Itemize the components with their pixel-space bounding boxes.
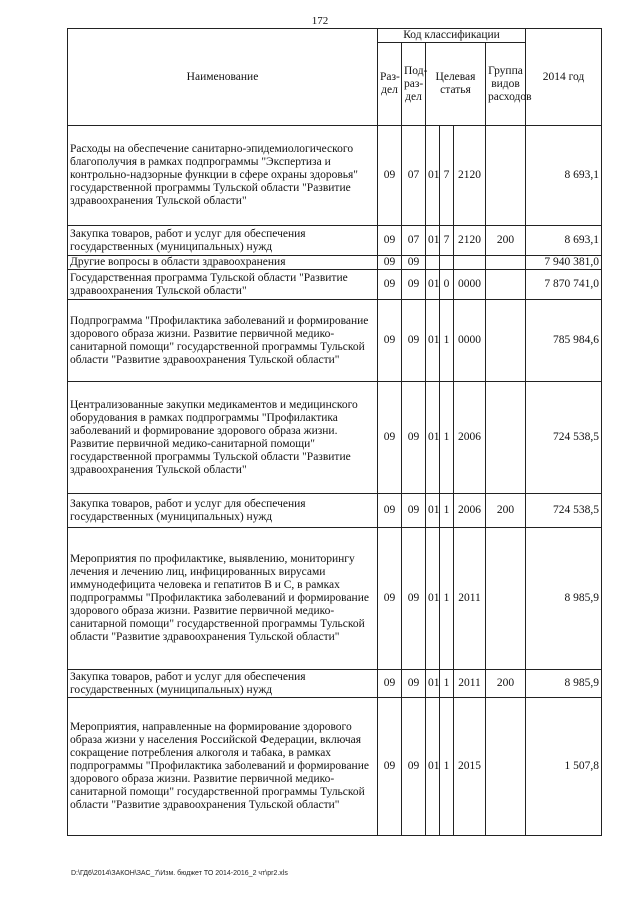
row-target-2: 1: [440, 300, 454, 382]
header-podrazdel: Под-раз-дел: [402, 43, 426, 126]
row-podrazdel: 09: [402, 300, 426, 382]
row-razdel: 09: [378, 494, 402, 528]
row-razdel: 09: [378, 382, 402, 494]
row-amount: 8 985,9: [526, 528, 602, 670]
budget-table: [67, 28, 602, 836]
row-group: [486, 270, 526, 300]
row-target-2: 1: [440, 494, 454, 528]
row-podrazdel: 07: [402, 226, 426, 256]
row-podrazdel: 09: [402, 494, 426, 528]
table-row: [68, 494, 602, 528]
row-target-2: 1: [440, 528, 454, 670]
row-target-3: 2120: [454, 126, 486, 226]
header-code: Код классификации: [378, 29, 526, 43]
row-name: Другие вопросы в области здравоохранения: [68, 256, 378, 270]
table-row: [68, 382, 602, 494]
table-row: [68, 256, 602, 270]
page-number: 172: [311, 15, 329, 27]
row-name: Подпрограмма "Профилактика заболеваний и формирование здорового образа жизни. Развитие первичной медико-санитарной помощи" государственной программы Тульской области "Развитие здравоохранения Тульской области": [68, 300, 378, 382]
row-group: 200: [486, 670, 526, 698]
table-row: [68, 698, 602, 836]
row-group: 200: [486, 226, 526, 256]
table-body: [68, 126, 602, 836]
row-target-3: 2011: [454, 528, 486, 670]
row-target-2: 7: [440, 126, 454, 226]
header-group: Группа видов расходов: [486, 43, 526, 126]
row-target-2: 1: [440, 670, 454, 698]
row-target-3: 0000: [454, 300, 486, 382]
table-row: [68, 226, 602, 256]
row-amount: 8 693,1: [526, 126, 602, 226]
row-group: [486, 528, 526, 670]
row-amount: 8 693,1: [526, 226, 602, 256]
row-razdel: 09: [378, 698, 402, 836]
file-path-footer: D:\ГД6\2014\ЗАКОН\ЗАС_7\Изм. бюджет ТО 2014-2016_2 чт\pr2.xls: [71, 870, 288, 877]
row-podrazdel: 09: [402, 670, 426, 698]
row-name: Расходы на обеспечение санитарно-эпидемиологического благополучия в рамках подпрограммы "Экспертиза и контрольно-надзорные функции в сфере охраны здоровья" государственной программы Тульской области "Развитие здравоохранения Тульской области": [68, 126, 378, 226]
table-row: [68, 528, 602, 670]
row-name: Закупка товаров, работ и услуг для обеспечения государственных (муниципальных) нужд: [68, 494, 378, 528]
row-target-1: 01: [426, 698, 440, 836]
row-podrazdel: 09: [402, 270, 426, 300]
row-target-3: [454, 256, 486, 270]
row-name: Государственная программа Тульской области "Развитие здравоохранения Тульской области": [68, 270, 378, 300]
row-name: Закупка товаров, работ и услуг для обеспечения государственных (муниципальных) нужд: [68, 226, 378, 256]
row-amount: 8 985,9: [526, 670, 602, 698]
row-amount: 7 870 741,0: [526, 270, 602, 300]
row-target-1: 01: [426, 382, 440, 494]
header-target: Целевая статья: [426, 43, 486, 126]
row-name: Мероприятия по профилактике, выявлению, мониторингу лечения и лечению лиц, инфицированных вирусами иммунодефицита человека и гепатитов В и С, в рамках подпрограммы "Профилактика заболеваний и формирование здорового образа жизни. Развитие первичной медико-санитарной помощи" государственной программы Тульской области "Развитие здравоохранения Тульской области": [68, 528, 378, 670]
row-target-2: 1: [440, 382, 454, 494]
row-group: [486, 698, 526, 836]
table-row: [68, 300, 602, 382]
row-target-2: 0: [440, 270, 454, 300]
row-group: [486, 126, 526, 226]
row-group: [486, 300, 526, 382]
row-amount: 7 940 381,0: [526, 256, 602, 270]
row-podrazdel: 09: [402, 528, 426, 670]
table-header: [68, 29, 602, 126]
header-razdel: Раз-дел: [378, 43, 402, 126]
row-amount: 724 538,5: [526, 382, 602, 494]
row-name: Централизованные закупки медикаментов и медицинского оборудования в рамках подпрограммы "Профилактика заболеваний и формирование здорового образа жизни. Развитие первичной медико-санитарной помощи" государственной программы Тульской области "Развитие здравоохранения Тульской области": [68, 382, 378, 494]
row-group: [486, 382, 526, 494]
row-target-3: 2006: [454, 494, 486, 528]
row-target-3: 2015: [454, 698, 486, 836]
row-podrazdel: 09: [402, 382, 426, 494]
row-group: 200: [486, 494, 526, 528]
row-target-3: 0000: [454, 270, 486, 300]
row-target-1: 01: [426, 300, 440, 382]
row-amount: 724 538,5: [526, 494, 602, 528]
row-target-2: 1: [440, 698, 454, 836]
row-razdel: 09: [378, 226, 402, 256]
row-podrazdel: 09: [402, 698, 426, 836]
row-target-1: 01: [426, 270, 440, 300]
row-target-3: 2011: [454, 670, 486, 698]
row-razdel: 09: [378, 256, 402, 270]
row-target-1: 01: [426, 226, 440, 256]
row-razdel: 09: [378, 528, 402, 670]
row-amount: 1 507,8: [526, 698, 602, 836]
row-amount: 785 984,6: [526, 300, 602, 382]
header-name: Наименование: [68, 29, 378, 126]
row-name: Закупка товаров, работ и услуг для обеспечения государственных (муниципальных) нужд: [68, 670, 378, 698]
table-row: [68, 270, 602, 300]
row-target-1: 01: [426, 494, 440, 528]
header-year: 2014 год: [526, 29, 602, 126]
row-name: Мероприятия, направленные на формирование здорового образа жизни у населения Российской Федерации, включая сокращение потребления алкоголя и табака, в рамках подпрограммы "Профилактика заболеваний и формирование здорового образа жизни. Развитие первичной медико-санитарной помощи" государственной программы Тульской области "Развитие здравоохранения Тульской области": [68, 698, 378, 836]
table-row: [68, 670, 602, 698]
row-razdel: 09: [378, 270, 402, 300]
row-podrazdel: 07: [402, 126, 426, 226]
row-target-1: 01: [426, 670, 440, 698]
row-razdel: 09: [378, 300, 402, 382]
row-razdel: 09: [378, 670, 402, 698]
row-target-1: 01: [426, 126, 440, 226]
row-razdel: 09: [378, 126, 402, 226]
row-target-3: 2120: [454, 226, 486, 256]
row-group: [486, 256, 526, 270]
row-target-2: [440, 256, 454, 270]
row-target-3: 2006: [454, 382, 486, 494]
table-row: [68, 126, 602, 226]
row-podrazdel: 09: [402, 256, 426, 270]
row-target-2: 7: [440, 226, 454, 256]
row-target-1: [426, 256, 440, 270]
row-target-1: 01: [426, 528, 440, 670]
